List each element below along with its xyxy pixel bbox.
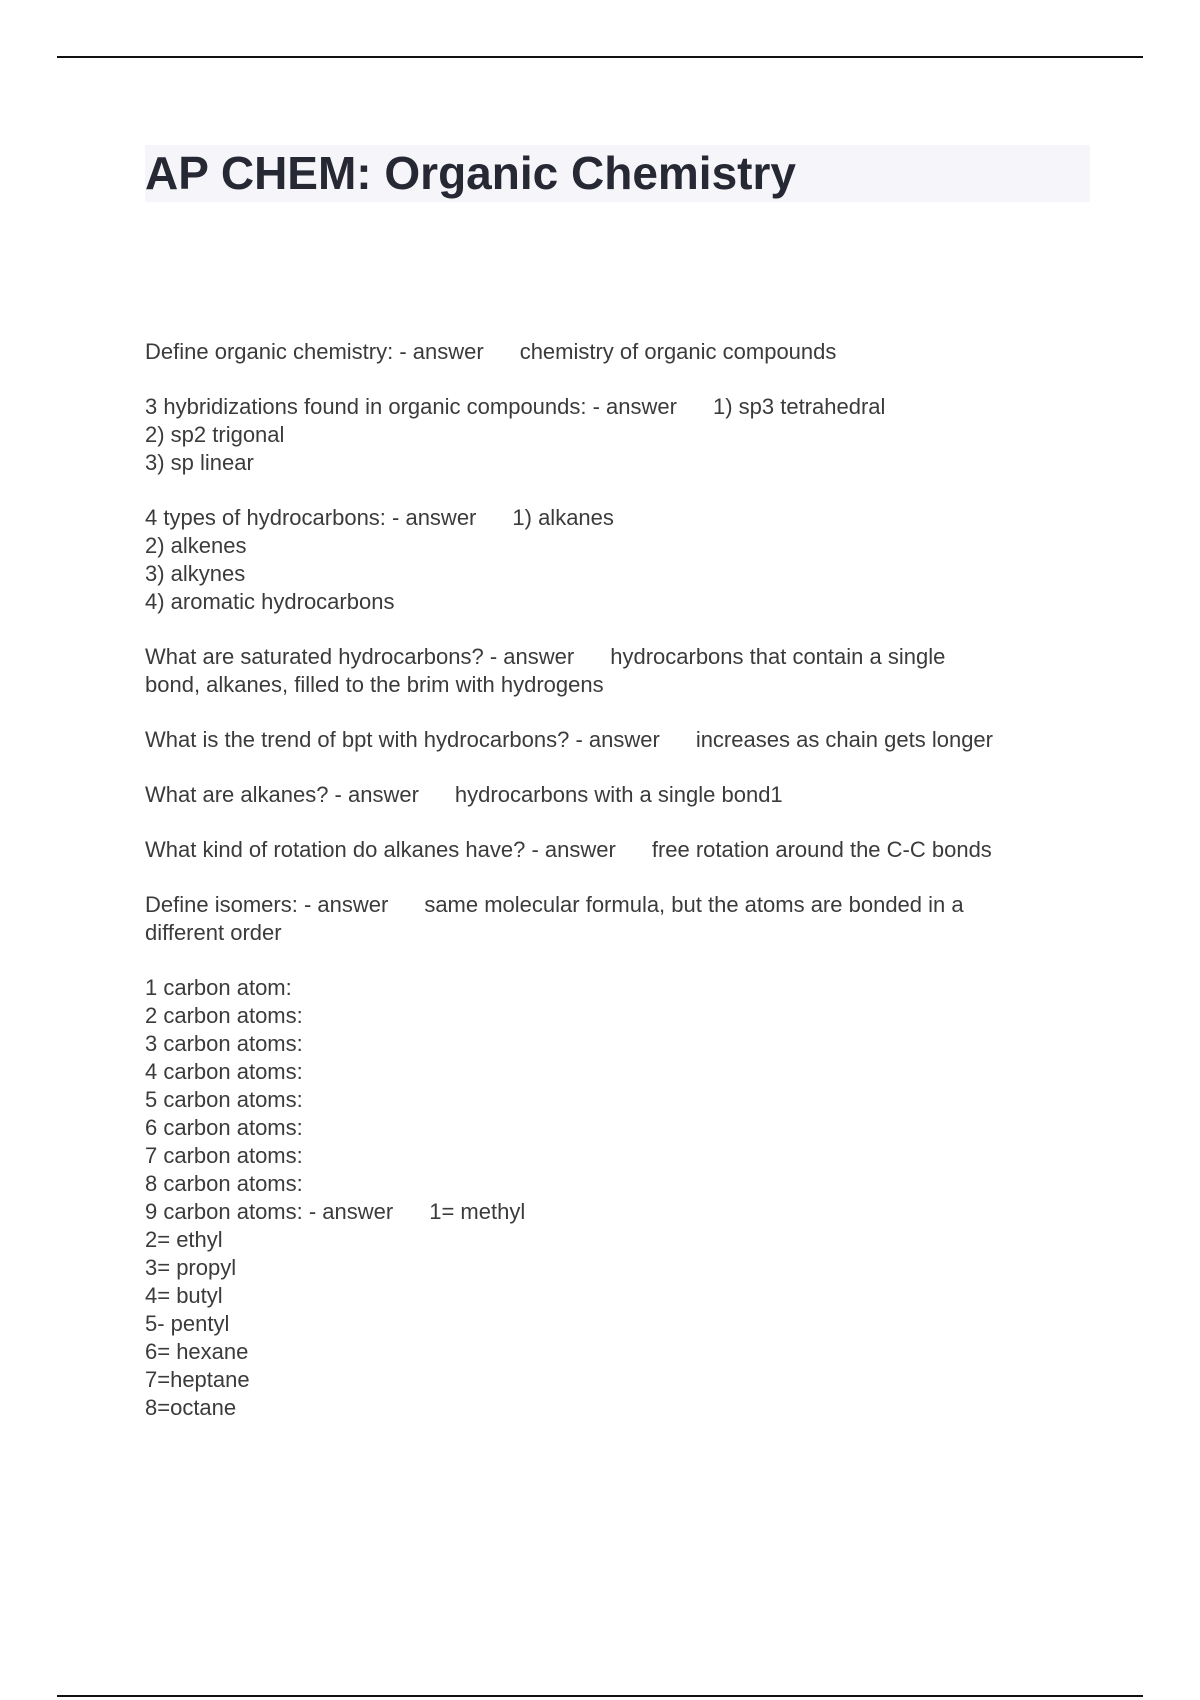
- question-text: Define organic chemistry: - answer: [145, 339, 484, 364]
- qa-line: [145, 1198, 1105, 1226]
- answer-line: different order: [145, 920, 282, 945]
- answer-line: 2) alkenes: [145, 533, 247, 558]
- qa-line: [145, 891, 1105, 919]
- answer-line: 7=heptane: [145, 1367, 250, 1392]
- qa-item: [145, 338, 1105, 366]
- qa-line: [145, 393, 1105, 421]
- bottom-rule: [57, 1695, 1143, 1697]
- qa-item: [145, 891, 1105, 947]
- answer-line: 4= butyl: [145, 1283, 223, 1308]
- answer-text: hydrocarbons with a single bond1: [454, 782, 783, 807]
- page-title: AP CHEM: Organic Chemistry: [145, 147, 796, 199]
- question-text: What is the trend of bpt with hydrocarbons? - answer: [145, 727, 660, 752]
- prompt-line: 2 carbon atoms:: [145, 1003, 303, 1028]
- prompt-line: 8 carbon atoms:: [145, 1171, 303, 1196]
- answer-line: 6= hexane: [145, 1339, 249, 1364]
- answer-line: 3) alkynes: [145, 561, 246, 586]
- answer-text: 1= methyl: [429, 1199, 526, 1224]
- question-text: What kind of rotation do alkanes have? - answer: [145, 837, 616, 862]
- qa-line: [145, 781, 1105, 809]
- question-text: Define isomers: - answer: [145, 892, 389, 917]
- top-rule: [57, 56, 1143, 58]
- document-body: [145, 338, 1105, 1449]
- answer-line: bond, alkanes, filled to the brim with hydrogens: [145, 672, 604, 697]
- answer-line: 8=octane: [145, 1395, 237, 1420]
- answer-line: 2= ethyl: [145, 1227, 223, 1252]
- qa-line: [145, 643, 1105, 671]
- qa-line: [145, 836, 1105, 864]
- answer-text: hydrocarbons that contain a single: [610, 644, 946, 669]
- qa-line: [145, 726, 1105, 754]
- qa-line: [145, 338, 1105, 366]
- qa-item: [145, 781, 1105, 809]
- qa-item: [145, 643, 1105, 699]
- answer-text: 1) sp3 tetrahedral: [712, 394, 886, 419]
- answer-line: 4) aromatic hydrocarbons: [145, 589, 395, 614]
- prompt-line: 4 carbon atoms:: [145, 1059, 303, 1084]
- qa-item: [145, 836, 1105, 864]
- prompt-line: 6 carbon atoms:: [145, 1115, 303, 1140]
- answer-line: 5- pentyl: [145, 1311, 230, 1336]
- answer-line: 2) sp2 trigonal: [145, 422, 285, 447]
- answer-text: free rotation around the C-C bonds: [651, 837, 992, 862]
- question-text: What are alkanes? - answer: [145, 782, 419, 807]
- carbon-qa-item: [145, 974, 1105, 1422]
- answer-line: 3= propyl: [145, 1255, 237, 1280]
- qa-item: [145, 504, 1105, 616]
- prompt-line: 7 carbon atoms:: [145, 1143, 303, 1168]
- question-text: 9 carbon atoms: - answer: [145, 1199, 394, 1224]
- question-text: What are saturated hydrocarbons? - answer: [145, 644, 575, 669]
- question-text: 4 types of hydrocarbons: - answer: [145, 505, 477, 530]
- answer-line: 3) sp linear: [145, 450, 254, 475]
- prompt-line: 1 carbon atom:: [145, 975, 292, 1000]
- answer-text: 1) alkanes: [512, 505, 614, 530]
- question-text: 3 hybridizations found in organic compounds: - answer: [145, 394, 677, 419]
- answer-text: same molecular formula, but the atoms are bonded in a: [424, 892, 964, 917]
- answer-text: increases as chain gets longer: [695, 727, 993, 752]
- prompt-line: 5 carbon atoms:: [145, 1087, 303, 1112]
- prompt-line: 3 carbon atoms:: [145, 1031, 303, 1056]
- qa-line: [145, 504, 1105, 532]
- qa-item: [145, 393, 1105, 477]
- qa-item: [145, 726, 1105, 754]
- answer-text: chemistry of organic compounds: [519, 339, 837, 364]
